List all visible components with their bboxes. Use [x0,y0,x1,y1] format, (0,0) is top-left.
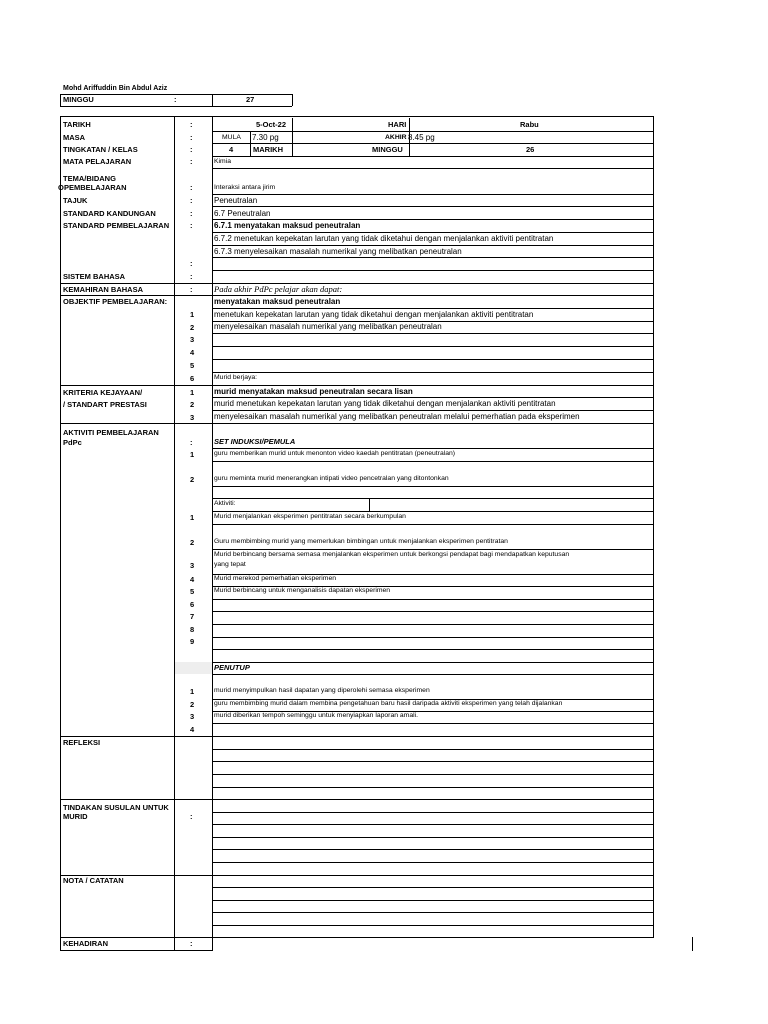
standard-kandungan-value: 6.7 Peneutralan [214,209,271,218]
label-tingkatan: TINGKATAN / KELAS [63,145,138,154]
colon: : [190,157,193,166]
objektif-number: 5 [190,361,195,370]
kriteria-number: 3 [190,413,195,422]
penutup-item: murid diberikan tempoh seminggu untuk menyiapkan laporan amali. [214,712,419,719]
label-aktiviti-line2: PdPc [63,438,82,447]
objektif-item: menyelesaikan masalah numerikal yang melibatkan peneutralan [214,322,442,331]
aktiviti-label: Aktiviti: [214,500,236,507]
colon: : [190,209,193,218]
mula-value: 7.30 pg [252,133,279,142]
penutup-shade [175,662,212,674]
langkah-number: 8 [190,625,195,634]
label-kriteria-line1: KRITERIA KEJAYAAN/ [63,388,143,397]
langkah-number: 7 [190,612,195,621]
label-standard-pembelajaran: STANDARD PEMBELAJARAN [63,221,170,230]
label-kemahiran-bahasa: KEMAHIRAN BAHASA [63,285,143,294]
kriteria-item: murid menetukan kepekatan larutan yang tidak diketahui dengan menjalankan aktiviti pentitratan [214,399,556,408]
label-sistem-bahasa: SISTEM BAHASA [63,272,126,281]
standard-pembelajaran-1: 6.7.1 menyatakan maksud peneutralan [214,221,361,230]
label-standard-kandungan: STANDARD KANDUNGAN [63,209,156,218]
penutup-title: PENUTUP [214,663,250,672]
induksi-item: guru memberikan murid untuk menonton video kaedah pentitratan (peneutralan) [214,450,456,457]
hari-value: Rabu [520,120,539,129]
induksi-number: 2 [190,475,195,484]
label-objektif: OBJEKTIF PEMBELAJARAN: [63,297,168,306]
penutup-number: 2 [190,700,195,709]
langkah-number: 1 [190,513,195,522]
label-tarikh: TARIKH [63,120,91,129]
label-mata-pelajaran: MATA PELAJARAN [63,157,132,166]
standard-pembelajaran-3: 6.7.3 menyelesaikan masalah numerikal yang melibatkan peneutralan [214,247,462,256]
colon: : [190,196,193,205]
label-tema-line2: PEMBELAJARAN [64,183,127,192]
langkah-number: 5 [190,587,195,596]
hari-label: HARI [388,120,407,129]
langkah-item: Guru membimbing murid yang memerlukan bimbingan untuk menjalankan eksperimen pentitratan [214,538,508,545]
objektif-number: 3 [190,335,195,344]
mata-pelajaran-value: Kimia [214,158,231,165]
tingkatan-number: 4 [229,145,234,154]
induksi-title: SET INDUKSI/PEMULA [214,437,296,446]
kemahiran-bahasa-value: Pada akhir PdPc pelajar akan dapat: [214,284,343,294]
label-kehadiran: KEHADIRAN [63,939,108,948]
induksi-item: guru meminta murid menerangkan intipati video pencetralan yang ditontonkan [214,475,449,482]
objektif-heading: menyatakan maksud peneutralan [214,297,341,306]
kelas-value: MARIKH [253,145,283,154]
objektif-number: 6 [190,374,195,383]
label-tindakan-line2: MURID [63,812,88,821]
langkah-item-continued: yang tepat [214,561,246,568]
objektif-item: Murid berjaya: [214,374,258,381]
minggu-label: MINGGU [372,145,403,154]
label-tema-prefix: O [58,183,64,192]
kriteria-number: 1 [190,388,195,397]
langkah-number: 9 [190,637,195,646]
colon: : [190,183,193,192]
penutup-number: 3 [190,712,195,721]
colon: : [190,272,193,281]
langkah-item: Murid menjalankan eksperimen pentitratan secara berkumpulan [214,513,406,520]
akhir-value: 8.45 pg [408,133,435,142]
langkah-number: 4 [190,575,195,584]
minggu-header-value: 27 [246,95,255,104]
teacher-name: Mohd Ariffuddin Bin Abdul Aziz [63,85,168,92]
colon: : [190,259,193,268]
label-refleksi: REFLEKSI [63,738,101,747]
objektif-item: menetukan kepekatan larutan yang tidak diketahui dengan menjalankan aktiviti pentitratan [214,310,534,319]
colon: : [190,939,193,948]
tarikh-value: 5-Oct-22 [256,120,287,129]
tajuk-value: Peneutralan [214,196,258,205]
kriteria-number: 2 [190,400,195,409]
induksi-number: 1 [190,450,195,459]
langkah-item: Murid merekod pemerhatian eksperimen [214,575,337,582]
minggu-value: 26 [526,145,535,154]
label-masa: MASA [63,133,86,142]
minggu-header-colon: : [174,95,177,104]
colon: : [190,133,193,142]
colon: : [190,145,193,154]
langkah-number: 6 [190,600,195,609]
kriteria-item: menyelesaikan masalah numerikal yang melibatkan peneutralan melalui pemerhatian pada eksperimen [214,412,580,421]
label-nota: NOTA / CATATAN [63,876,124,885]
colon: : [190,438,193,447]
colon: : [190,812,193,821]
objektif-number: 2 [190,323,195,332]
mula-label: MULA [222,134,241,141]
objektif-number: 1 [190,310,195,319]
label-tema-line1: TEMA/BIDANG [63,174,116,183]
label-tindakan-line1: TINDAKAN SUSULAN UNTUK [63,803,169,812]
label-kriteria-line2: / STANDART PRESTASI [63,400,147,409]
colon: : [190,285,193,294]
standard-pembelajaran-2: 6.7.2 menetukan kepekatan larutan yang tidak diketahui dengan menjalankan aktiviti pentitratan [214,234,554,243]
penutup-item: murid menyimpulkan hasil dapatan yang diperolehi semasa eksperimen [214,687,430,694]
colon: : [190,221,193,230]
colon: : [190,120,193,129]
akhir-label: AKHIR [385,134,407,141]
tema-value: Interaksi antara jirim [214,184,276,191]
penutup-number: 1 [190,687,195,696]
penutup-number: 4 [190,725,195,734]
objektif-number: 4 [190,348,195,357]
penutup-item: guru membimbing murid dalam membina pengetahuan baru hasil daripada aktiviti eksperimen yang telah dijalankan [214,700,563,707]
langkah-number: 3 [190,561,195,570]
kriteria-item: murid menyatakan maksud peneutralan secara lisan [214,387,413,396]
langkah-number: 2 [190,538,195,547]
langkah-item: Murid berbincang untuk menganalisis dapatan eksperimen [214,587,391,594]
label-tajuk: TAJUK [63,196,88,205]
label-aktiviti-line1: AKTIVITI PEMBELAJARAN [63,428,159,437]
minggu-header-label: MINGGU [63,95,94,104]
langkah-item: Murid berbincang bersama semasa menjalankan eksperimen untuk berkongsi pendapat bagi mendapatkan keputusan [214,551,570,558]
